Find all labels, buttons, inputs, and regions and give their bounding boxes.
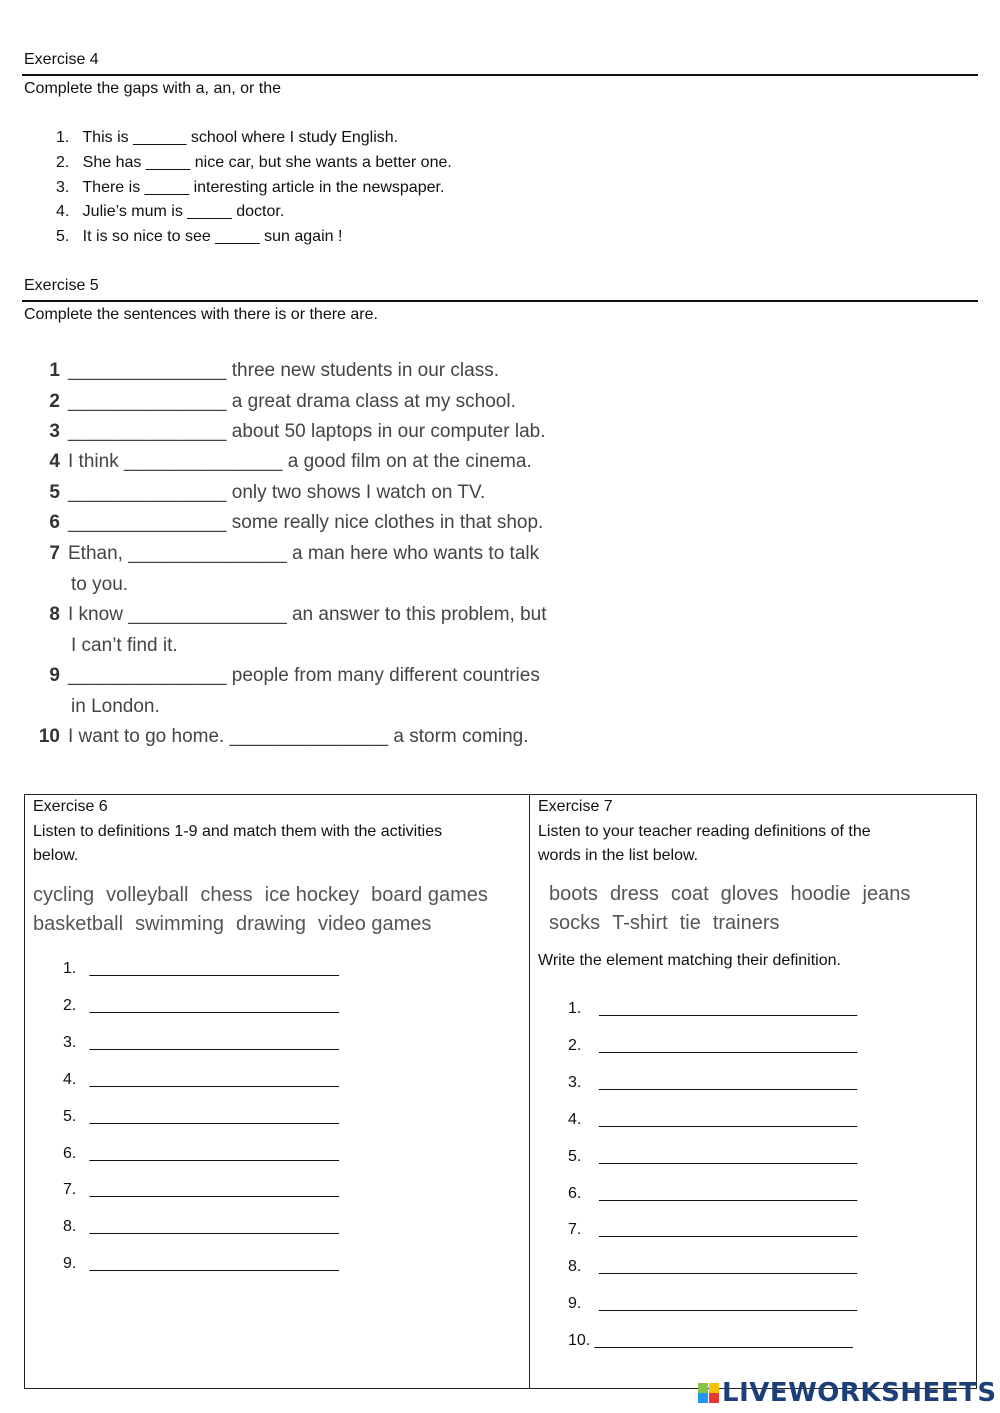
word-bank-item: drawing (235, 913, 307, 935)
list-item (38, 450, 598, 474)
answer-line: 4. ____________________________ (63, 1070, 339, 1088)
word-bank-item: boots (549, 883, 598, 905)
word-bank-item: T-shirt (612, 912, 668, 934)
answer-line: 10. _____________________________ (568, 1332, 853, 1350)
answer-line: 6. _____________________________ (568, 1184, 858, 1202)
item-text: _______________ only two shows I watch on TV. (68, 482, 486, 503)
exercise-7-title: Exercise 7 (538, 798, 613, 815)
item-number: 4 (49, 451, 60, 472)
divider (22, 300, 978, 302)
answer-line: 1. ____________________________ (63, 960, 339, 977)
live-badge-icon (698, 1383, 720, 1405)
item-text: _______________ about 50 laptops in our computer lab. (68, 421, 546, 442)
item-text: _______________ three new students in our class. (68, 360, 499, 381)
answer-line: 8. _____________________________ (568, 1258, 858, 1276)
item-text: I think _______________ a good film on at the cinema. (68, 451, 532, 472)
list-item: 3. There is _____ interesting article in the newspaper. (56, 178, 445, 196)
word-bank-item: video games (318, 913, 432, 935)
divider (22, 74, 978, 76)
list-item (38, 603, 598, 627)
word-bank-item: board games (371, 884, 488, 906)
item-number: 6 (49, 512, 60, 533)
exercise-5-instruction: Complete the sentences with there is or there are. (24, 306, 378, 323)
item-number: 3 (49, 421, 60, 442)
exercise-6-word-bank (33, 913, 443, 936)
exercise-7-instruction: Listen to your teacher reading definitions of the (538, 823, 871, 840)
list-item: 4. Julie’s mum is _____ doctor. (56, 203, 285, 221)
list-item (38, 420, 598, 444)
exercise-7-word-bank (549, 912, 792, 935)
item-number: 1 (49, 360, 60, 381)
word-bank-item: gloves (720, 883, 779, 905)
item-number: 5 (49, 482, 60, 503)
answer-line: 7. _____________________________ (568, 1221, 858, 1239)
answer-line: 9. ____________________________ (63, 1255, 339, 1273)
column-divider (529, 794, 530, 1388)
answer-line: 7. ____________________________ (63, 1181, 339, 1199)
word-bank-item: trainers (712, 912, 780, 934)
answer-line: 3. _____________________________ (568, 1073, 858, 1091)
answer-line: 3. ____________________________ (63, 1033, 339, 1051)
list-item: 5. It is so nice to see _____ sun again ! (56, 228, 343, 246)
item-text: _______________ some really nice clothes in that shop. (68, 512, 544, 533)
list-item (38, 542, 598, 566)
answer-line: 2. ____________________________ (63, 996, 339, 1014)
exercise-5-title: Exercise 5 (24, 277, 99, 294)
word-bank-item: jeans (862, 883, 911, 905)
list-item (38, 481, 598, 505)
word-bank-item: socks (549, 912, 601, 934)
list-item (38, 511, 598, 535)
liveworksheets-logo (698, 1378, 997, 1408)
answer-line: 1. _____________________________ (568, 1000, 858, 1017)
word-bank-item: coat (670, 883, 709, 905)
word-bank-item: swimming (135, 913, 224, 935)
answer-line: 5. _____________________________ (568, 1147, 858, 1165)
list-item (38, 359, 598, 383)
answer-line: 5. ____________________________ (63, 1107, 339, 1125)
answer-line: 4. _____________________________ (568, 1110, 858, 1128)
word-bank-item: cycling (33, 884, 95, 906)
item-text: _______________ people from many different countries (68, 665, 540, 686)
exercise-6-instruction-cont: below. (33, 847, 79, 864)
list-item: 1. This is ______ school where I study English. (56, 129, 399, 146)
word-bank-item: hoodie (790, 883, 851, 905)
exercise-4-instruction: Complete the gaps with a, an, or the (24, 80, 282, 97)
exercise-7-instruction-cont: words in the list below. (538, 847, 699, 864)
item-text: I know _______________ an answer to this problem, but (68, 604, 547, 625)
word-bank-item: basketball (33, 913, 124, 935)
exercise-4-title: Exercise 4 (24, 51, 99, 68)
answer-line: 2. _____________________________ (568, 1036, 858, 1054)
item-text: _______________ a great drama class at my school. (68, 391, 516, 412)
item-text: I want to go home. _______________ a storm coming. (68, 726, 529, 747)
answer-line: 9. _____________________________ (568, 1295, 858, 1313)
word-bank-item: dress (609, 883, 659, 905)
item-number: 9 (49, 665, 60, 686)
exercise-6-word-bank (33, 884, 500, 907)
item-number: 2 (49, 391, 60, 412)
item-text-continued: in London. (71, 695, 160, 717)
word-bank-item: tie (679, 912, 701, 934)
list-item (38, 390, 598, 414)
item-text-continued: I can’t find it. (71, 634, 178, 656)
word-bank-item: chess (200, 884, 253, 906)
exercise-6-title: Exercise 6 (33, 798, 108, 815)
item-text-continued: to you. (71, 573, 129, 595)
word-bank-item: volleyball (106, 884, 189, 906)
exercise-6-instruction: Listen to definitions 1-9 and match them with the activities (33, 823, 443, 840)
word-bank-item: ice hockey (264, 884, 360, 906)
answer-line: 6. ____________________________ (63, 1144, 339, 1162)
item-number: 10 (38, 726, 60, 747)
list-item (38, 664, 598, 688)
item-number: 8 (49, 604, 60, 625)
exercise-7-word-bank (549, 883, 922, 906)
item-text: Ethan, _______________ a man here who wants to talk (68, 543, 540, 564)
item-number: 7 (49, 543, 60, 564)
answer-line: 8. ____________________________ (63, 1218, 339, 1236)
logo-text: LIVEWORKSHEETS (722, 1378, 997, 1408)
exercise-7-task: Write the element matching their definition. (538, 952, 841, 969)
list-item: 2. She has _____ nice car, but she wants a better one. (56, 153, 452, 171)
list-item (38, 725, 598, 749)
